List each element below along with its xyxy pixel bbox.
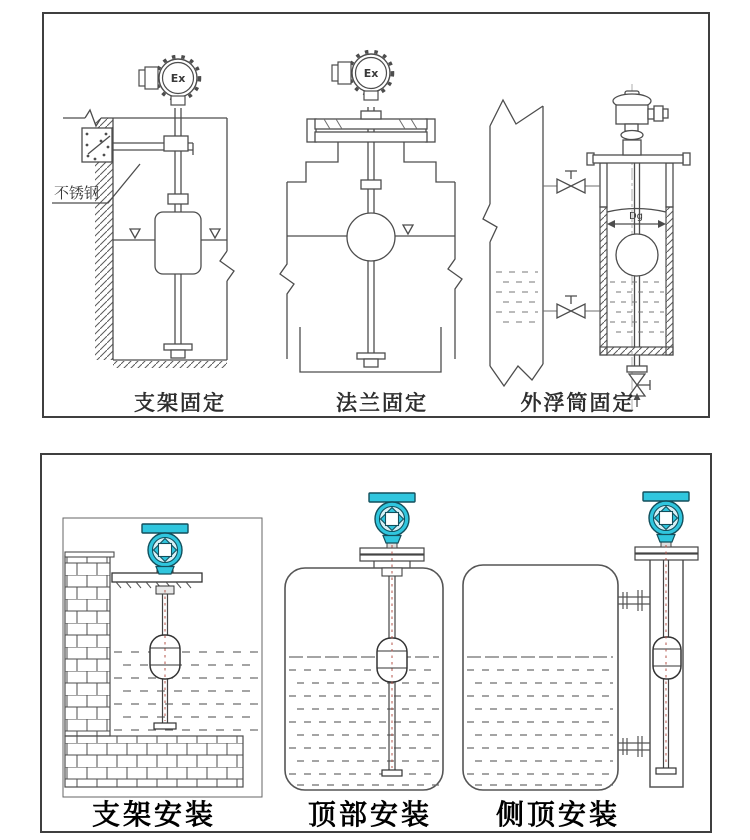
cable-entry	[648, 109, 654, 119]
vessel-liquid-dashes	[496, 272, 538, 322]
lower-isolation-valve	[543, 296, 600, 318]
tank	[285, 568, 443, 790]
water-level-mark	[403, 225, 413, 234]
rod-end-stop	[154, 723, 176, 729]
installation-methods-drawing	[42, 455, 710, 831]
chamber-wall-right	[666, 207, 673, 355]
brick-wall	[65, 556, 110, 736]
wall-cap	[65, 552, 114, 557]
figure-external-chamber-fixing	[483, 84, 690, 415]
fixing-methods-drawing	[44, 14, 708, 416]
upper-isolation-valve	[543, 171, 600, 193]
upper-connection-pipe	[618, 590, 650, 611]
install-side-top-mounting	[463, 492, 698, 831]
figure-flange-fixing	[280, 52, 462, 416]
tank	[463, 565, 618, 790]
flange-plate-lower	[315, 132, 427, 142]
caption-external-chamber-fixing: 外浮筒固定	[520, 391, 636, 415]
caption-bracket-fixing: 支架固定	[134, 391, 226, 415]
dg-mark: Dg	[628, 211, 644, 222]
ex-mark: Ex	[363, 67, 379, 80]
chamber-bottom	[600, 347, 673, 355]
installation-methods-panel	[40, 453, 712, 833]
caption-flange-fixing: 法兰固定	[336, 391, 428, 415]
fixing-methods-panel	[42, 12, 710, 418]
float-cylinder	[155, 212, 201, 274]
float-capsule	[653, 637, 681, 679]
ground-hatch	[113, 361, 227, 368]
material-text: 不锈钢	[54, 184, 100, 202]
transmitter-head-teal	[369, 493, 415, 543]
install-top-mounting	[285, 493, 443, 831]
flange-plate-upper	[315, 119, 427, 129]
caption-side-top-install: 侧顶安装	[495, 798, 621, 831]
bracket-arm	[112, 573, 202, 582]
chamber-flange	[593, 155, 683, 163]
brick-floor	[65, 736, 243, 787]
float-ball	[616, 234, 658, 276]
caption-top-install: 顶部安装	[307, 798, 433, 831]
figure-bracket-fixing	[52, 57, 234, 416]
transmitter-head-ex	[139, 57, 200, 106]
stem-clamp	[164, 136, 188, 151]
lower-connection-pipe	[618, 736, 650, 757]
chamber-wall-left	[600, 207, 607, 355]
chamber-liquid-dashes	[610, 282, 664, 332]
install-bracket-mounting	[63, 518, 262, 831]
caption-bracket-install: 支架安装	[91, 798, 217, 831]
transmitter-head-teal	[643, 492, 689, 542]
dg-dimension	[607, 211, 666, 228]
ex-mark: Ex	[170, 72, 186, 85]
transmitter-head-ex	[332, 52, 393, 101]
rod-end-stop	[382, 770, 402, 776]
rod-end-stop	[656, 768, 676, 774]
transmitter-junction-head	[613, 91, 668, 155]
float-ball	[347, 213, 395, 261]
